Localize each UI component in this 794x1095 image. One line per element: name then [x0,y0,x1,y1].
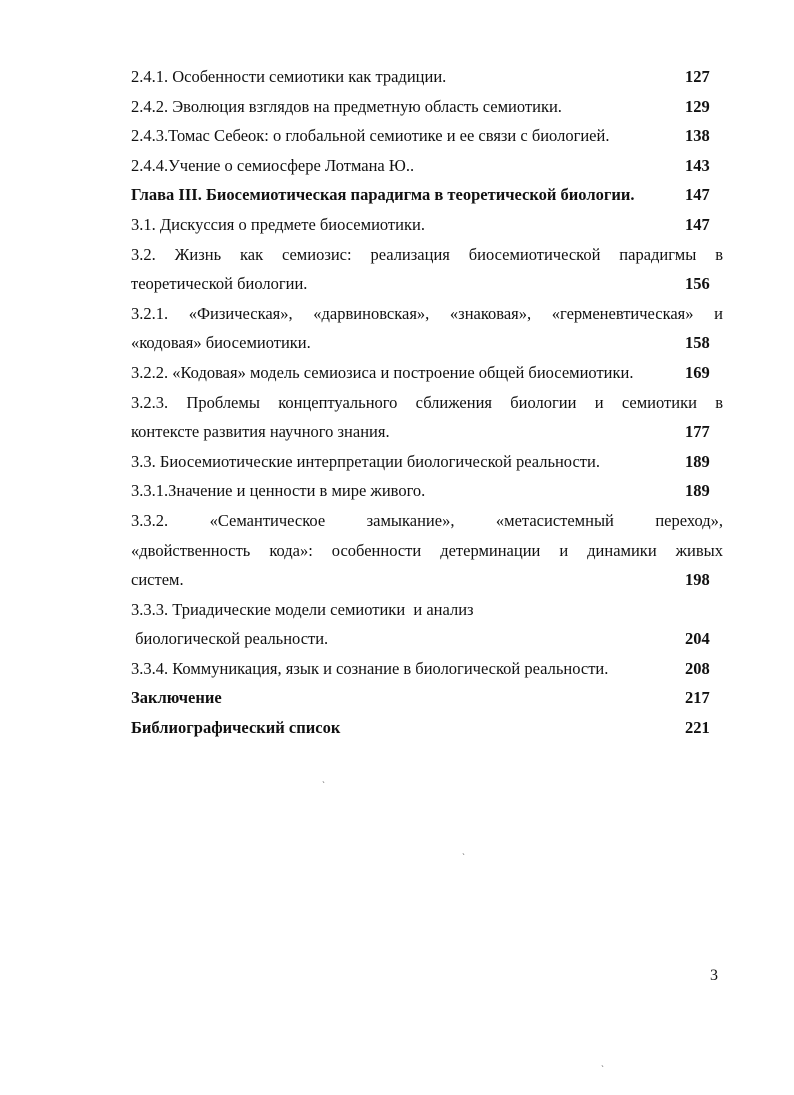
toc-entry [131,595,723,654]
toc-entry-page: 177 [685,422,710,442]
toc-entry-line: 3.2.1. «Физическая», «дарвиновская», «знаковая», «герменевтическая» и [131,303,723,323]
toc-entry-title: 3.3.4. Коммуникация, язык и сознание в биологической реальности. [131,658,609,678]
toc-entry-line: 3.2. Жизнь как семиозис: реализация биосемиотической парадигмы в [131,244,723,264]
toc-entry-page: 208 [685,658,710,678]
toc-entry-line: 3.3.2. «Семантическое замыкание», «метасистемный переход», [131,510,723,530]
toc-entry-page: 221 [685,718,710,738]
toc-entry [131,506,723,595]
toc-entry-page: 158 [685,333,710,353]
page-number: 3 [710,967,718,984]
toc-bibliography [131,713,723,743]
scan-speck: ˴ [322,776,325,786]
toc-entry [131,92,723,122]
toc-entry-title: 3.3.1.Значение и ценности в мире живого. [131,481,426,501]
toc-entry-page: 204 [685,629,710,649]
scan-speck: ˏ [462,845,465,855]
toc-entry-page: 198 [685,570,710,590]
toc-entry-title: теоретической биологии. [131,274,308,294]
toc-chapter-heading [131,180,723,210]
toc-entry-title: Заключение [131,688,222,708]
toc-entry-page: 169 [685,362,710,382]
toc-entry-line: 3.2.3. Проблемы концептуального сближения биологии и семиотики в [131,392,723,412]
toc-entry [131,476,723,506]
toc-entry-page: 127 [685,67,710,86]
toc-entry [131,388,723,447]
toc-entry-title: 3.3. Биосемиотические интерпретации биологической реальности. [131,451,600,471]
toc-entry-page: 217 [685,688,710,708]
toc-entry [131,447,723,477]
toc-entry-page: 189 [685,481,710,501]
toc-entry-line: «двойственность кода»: особенности детерминации и динамики живых [131,540,723,560]
toc-entry-page: 156 [685,274,710,294]
table-of-contents [131,62,723,743]
scan-speck: ˴ [601,1060,604,1070]
toc-entry-page: 147 [685,214,710,234]
toc-entry-title: «кодовая» биосемиотики. [131,333,311,353]
toc-entry-page: 189 [685,451,710,471]
toc-entry-title: систем. [131,570,184,590]
toc-conclusion [131,683,723,713]
toc-entry [131,654,723,684]
toc-entry [131,210,723,240]
toc-entry-title: 2.4.4.Учение о семиосфере Лотмана Ю.. [131,155,415,175]
toc-entry-title: 2.4.2. Эволюция взглядов на предметную область семиотики. [131,96,562,116]
toc-entry-page: 138 [685,126,710,146]
toc-entry-title: Библиографический список [131,718,341,738]
toc-entry-title: 3.2.2. «Кодовая» модель семиозиса и построение общей биосемиотики. [131,362,634,382]
toc-entry-title: 2.4.1. Особенности семиотики как традиции. [131,67,447,86]
toc-entry [131,151,723,181]
toc-entry [131,121,723,151]
toc-entry-page: 147 [685,185,710,205]
toc-entry-title: Глава III. Биосемиотическая парадигма в теоретической биологии. [131,185,635,205]
toc-entry-line: 3.3.3. Триадические модели семиотики и анализ [131,599,474,619]
toc-entry-title: биологической реальности. [131,629,329,649]
toc-entry [131,62,723,92]
toc-entry-title: 2.4.3.Томас Себеок: о глобальной семиотике и ее связи с биологией. [131,126,610,146]
toc-entry-title: 3.1. Дискуссия о предмете биосемиотики. [131,214,425,234]
toc-entry [131,358,723,388]
toc-entry [131,240,723,299]
toc-entry-page: 129 [685,96,710,116]
toc-entry-page: 143 [685,155,710,175]
toc-entry [131,299,723,358]
toc-entry-title: контексте развития научного знания. [131,422,390,442]
